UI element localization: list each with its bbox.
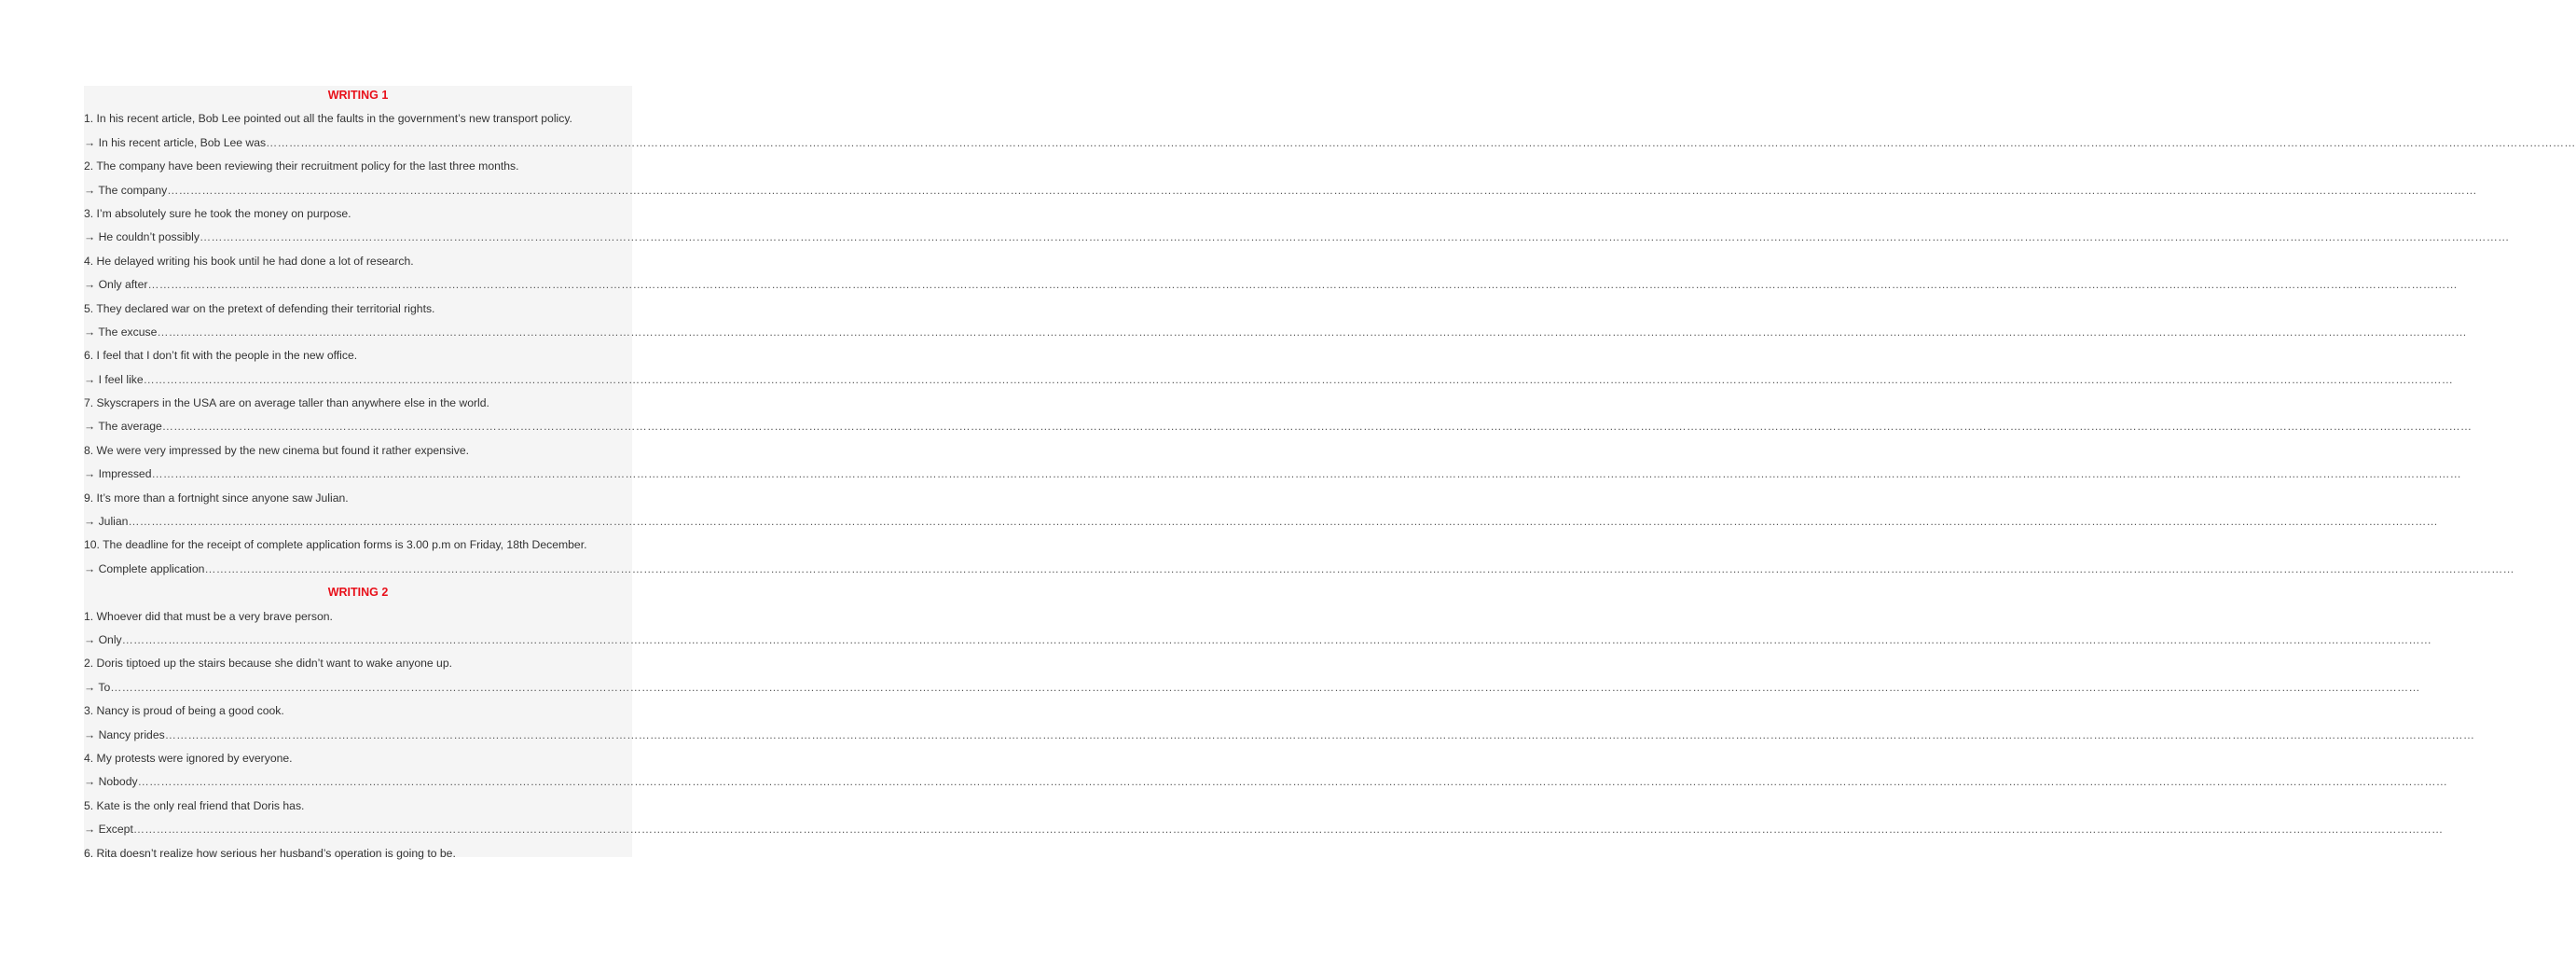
answer-prompt: → The excuse — [84, 325, 158, 339]
exercise-sentence: 6. Rita doesn’t realize how serious her husband’s operation is going to be. — [84, 846, 456, 860]
exercise-sentence: 3. I’m absolutely sure he took the money on purpose. — [84, 206, 351, 220]
answer-blank: …………………………………………………………………………………………………………………………………………………………………………………………………………………………………………………………………………………………………………………………………………………………………………………………………………………………………………………………………………………………………………………………………………………… — [199, 230, 2510, 244]
answer-blank: …………………………………………………………………………………………………………………………………………………………………………………………………………………………………………………………………………………………………………………………………………………………………………………………………………………………………………………………………………………………………………………………………………………… — [164, 727, 2475, 741]
answer-blank: …………………………………………………………………………………………………………………………………………………………………………………………………………………………………………………………………………………………………………………………………………………………………………………………………………………………………………………………………………………………………………………………………………………… — [128, 515, 2438, 529]
answer-line — [84, 512, 2438, 535]
answer-blank: …………………………………………………………………………………………………………………………………………………………………………………………………………………………………………………………………………………………………………………………………………………………………………………………………………………………………………………………………………………………………………………………………………………… — [147, 278, 2458, 292]
answer-prompt: → Except — [84, 823, 133, 837]
answer-blank: …………………………………………………………………………………………………………………………………………………………………………………………………………………………………………………………………………………………………………………………………………………………………………………………………………………………………………………………………………………………………………………………………………………… — [266, 135, 2576, 149]
answer-line — [84, 417, 2473, 440]
answer-blank: …………………………………………………………………………………………………………………………………………………………………………………………………………………………………………………………………………………………………………………………………………………………………………………………………………………………………………………………………………………………………………………………………………………… — [161, 420, 2473, 434]
exercise-sentence: 4. My protests were ignored by everyone. — [84, 751, 293, 765]
exercise-sentence: 1. In his recent article, Bob Lee pointed out all the faults in the government’s new transport policy. — [84, 112, 572, 126]
answer-blank: …………………………………………………………………………………………………………………………………………………………………………………………………………………………………………………………………………………………………………………………………………………………………………………………………………………………………………………………………………………………………………………………………………………… — [137, 775, 2448, 789]
answer-blank: …………………………………………………………………………………………………………………………………………………………………………………………………………………………………………………………………………………………………………………………………………………………………………………………………………………………………………………………………………………………………………………………………………………… — [110, 680, 2420, 694]
answer-blank: …………………………………………………………………………………………………………………………………………………………………………………………………………………………………………………………………………………………………………………………………………………………………………………………………………………………………………………………………………………………………………………………………………………… — [157, 325, 2467, 339]
worksheet — [84, 86, 2576, 860]
answer-prompt: → Complete application — [84, 561, 205, 575]
exercise-sentence: 1. Whoever did that must be a very brave person. — [84, 609, 333, 623]
answer-prompt: → Only — [84, 632, 122, 646]
answer-prompt: → I feel like — [84, 372, 144, 386]
answer-prompt: → Impressed — [84, 467, 152, 481]
exercise-sentence: 9. It’s more than a fortnight since anyone saw Julian. — [84, 491, 349, 505]
exercise-sentence: 4. He delayed writing his book until he had done a lot of research. — [84, 254, 414, 268]
exercise-sentence: 2. The company have been reviewing their recruitment policy for the last three months. — [84, 159, 519, 173]
answer-line — [84, 323, 2467, 346]
answer-blank: …………………………………………………………………………………………………………………………………………………………………………………………………………………………………………………………………………………………………………………………………………………………………………………………………………………………………………………………………………………………………………………………………………………… — [204, 561, 2514, 575]
exercise-sentence: 5. They declared war on the pretext of defending their territorial rights. — [84, 301, 435, 315]
answer-line — [84, 772, 2448, 796]
answer-prompt: → Julian — [84, 515, 129, 529]
answer-line — [84, 275, 2458, 298]
answer-line — [84, 678, 2420, 701]
answer-line — [84, 181, 2477, 204]
answer-prompt: → The average — [84, 420, 162, 434]
answer-blank: …………………………………………………………………………………………………………………………………………………………………………………………………………………………………………………………………………………………………………………………………………………………………………………………………………………………………………………………………………………………………………………………………………………… — [143, 372, 2454, 386]
answer-line — [84, 726, 2475, 749]
answer-line — [84, 630, 2432, 654]
exercise-sentence: 5. Kate is the only real friend that Doris has. — [84, 798, 305, 812]
exercise-sentence: 2. Doris tiptoed up the stairs because she didn’t want to wake anyone up. — [84, 657, 452, 671]
answer-prompt: → To — [84, 680, 111, 694]
answer-blank: …………………………………………………………………………………………………………………………………………………………………………………………………………………………………………………………………………………………………………………………………………………………………………………………………………………………………………………………………………………………………………………………………………………… — [132, 823, 2444, 837]
answer-blank: …………………………………………………………………………………………………………………………………………………………………………………………………………………………………………………………………………………………………………………………………………………………………………………………………………………………………………………………………………………………………………………………………………………… — [151, 467, 2461, 481]
exercise-sentence: 3. Nancy is proud of being a good cook. — [84, 704, 284, 718]
exercise-sentence: 6. I feel that I don’t fit with the people in the new office. — [84, 349, 358, 363]
answer-line — [84, 133, 2576, 157]
section-title: WRITING 1 — [327, 89, 389, 102]
answer-prompt: → Only after — [84, 278, 148, 292]
answer-prompt: → In his recent article, Bob Lee was — [84, 135, 267, 149]
answer-blank: …………………………………………………………………………………………………………………………………………………………………………………………………………………………………………………………………………………………………………………………………………………………………………………………………………………………………………………………………………………………………………………………………………………… — [121, 632, 2432, 646]
answer-prompt: → Nobody — [84, 775, 138, 789]
exercise-sentence: 7. Skyscrapers in the USA are on average taller than anywhere else in the world. — [84, 396, 489, 410]
answer-prompt: → The company — [84, 183, 168, 197]
answer-line — [84, 820, 2444, 843]
answer-line — [84, 228, 2510, 251]
answer-line — [84, 560, 2514, 583]
exercise-sentence: 10. The deadline for the receipt of complete application forms is 3.00 p.m on Friday, 18th December. — [84, 538, 587, 552]
answer-prompt: → Nancy prides — [84, 727, 165, 741]
answer-line — [84, 370, 2454, 394]
answer-blank: …………………………………………………………………………………………………………………………………………………………………………………………………………………………………………………………………………………………………………………………………………………………………………………………………………………………………………………………………………………………………………………………………………………… — [167, 183, 2477, 197]
answer-prompt: → He couldn’t possibly — [84, 230, 200, 244]
exercise-sentence: 8. We were very impressed by the new cinema but found it rather expensive. — [84, 443, 470, 457]
section-title: WRITING 2 — [327, 586, 389, 600]
answer-line — [84, 464, 2461, 488]
